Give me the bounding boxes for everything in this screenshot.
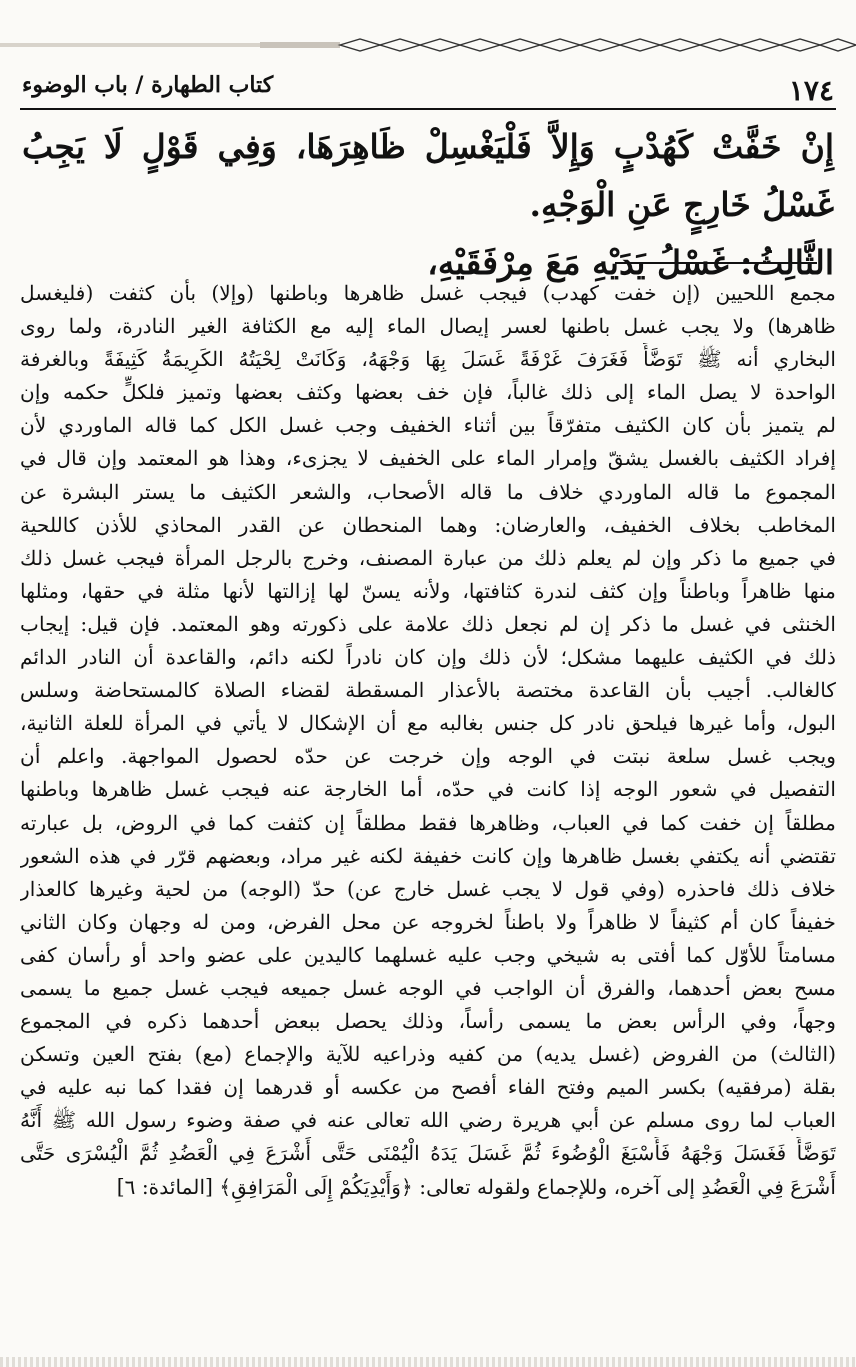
commentary-line: البخاري أنه ﷺ تَوَضَّأَ فَغَرَفَ غَرْفَةً غَسَلَ بِهَا وَجْهَهُ، وَكَانَتْ لِحْيَتُهُ الكَرِيمَةُ كَثِيفَةً وبالغرفة — [20, 347, 836, 372]
main-text — [22, 118, 834, 282]
bottom-edge-band — [0, 1357, 856, 1367]
commentary-line: ويجب غسل سلعة نبتت في الوجه وإن خرجت عن حدّه لحصول المواجهة. واعلم أن — [20, 744, 836, 769]
commentary-line: كالغالب. أجيب بأن القاعدة مختصة بالأعذار المسقطة لقضاء الصلاة كالمستحاضة وسلس — [20, 678, 836, 703]
commentary-line: الواحدة لا يصل الماء إلى ذلك غالباً، فإن خف بعضها وكثف بعضها وتميز فلكلٍّ حكمه وإن — [20, 380, 836, 405]
page-number: ١٧٤ — [788, 74, 834, 107]
commentary-line: منها ظاهراً وباطناً وإن كثف لندرة كثافتها، ولأنه يسنّ لها إزالتها لأنها مثلة في حقها، ومثلها — [20, 578, 836, 603]
commentary-line: التفصيل في شعور الوجه إذا كانت في حدّه، أما الخارجة عنه فيجب غسل ظاهرها وباطنها — [20, 777, 836, 802]
commentary-line: تقتضي أنه يكتفي بغسل ظاهرها وإن كانت خفيفة لكنه غير مراد، وبعضهم قرّر في هذه الشعور — [20, 843, 836, 868]
top-ornament-band — [0, 34, 856, 56]
header-rule — [20, 108, 836, 110]
commentary-line: أَشْرَعَ فِي الْعَضُدِ إلى آخره، وللإجماع ولقوله تعالى: ﴿وَأَيْدِيَكُمْ إِلَى الْمَرَافِقِ﴾ [المائدة: ٦] — [116, 1174, 836, 1199]
commentary-line: إفراد الكثيف بالغسل يشقّ وإمرار الماء على الخفيف لا يجزىء، وهذا هو المعتمد وإن قال في — [20, 446, 836, 471]
commentary-line: مسح بعض أحدهما، والفرق أن الواجب في الوجه غسل جميعه فيجب غسل جميع ما يسمى — [20, 975, 836, 1000]
main-text-line: إِنْ خَفَّتْ كَهُدْبٍ وَإِلاَّ فَلْيَغْسِلْ ظَاهِرَهَا، وَفِي قَوْلٍ لَا يَجِبُ غَسْلُ خَارِجٍ عَنِ الْوَجْهِ. — [22, 127, 834, 224]
commentary-line: البول، وأما غيرها فيلحق نادر كل جنس بغالبه مع أن الإشكال لا يأتي في المرأة للعلة الثانية، — [20, 711, 836, 736]
commentary-line: العباب لما روى مسلم عن أبي هريرة رضي الله تعالى عنه في صفة وضوء رسول الله ﷺ أَنَّهُ — [20, 1108, 836, 1133]
commentary-line: لم يتميز بأن كان الكثيف متفرّقاً بين أثناء الخفيف وجب غسل الكل كما قاله الماوردي لأن — [20, 413, 836, 438]
commentary-line: في جميع ما ذكر وإن لم يعلم ذلك من عبارة المصنف، وخرج بالرجل المرأة فيجب غسل ذلك — [20, 545, 836, 570]
commentary-line: (الثالث) من الفروض (غسل يديه) من كفيه وذراعيه للآية والإجماع (مع) بفتح العين وتسكن — [20, 1042, 836, 1067]
running-header — [22, 66, 834, 106]
commentary-line: وجهاً، وفي الرأس بعض ما يسمى رأساً، وذلك يحصل ببعض أحدهما ذكره في المجموع — [20, 1009, 836, 1034]
commentary-line: المخاطب بخلاف الخفيف، والعارضان: وهما المنحطان عن القدر المحاذي للأذن كاللحية — [20, 512, 836, 537]
commentary-line: المجموع ما قاله الماوردي خلاف ما قاله الأصحاب، والشعر الكثيف ما يستر البشرة عن — [20, 479, 836, 504]
commentary-line: ظاهرها) ولا يجب غسل باطنها لعسر إيصال الماء إليه مع الكثافة الغير النادرة، ولما روى — [20, 314, 836, 339]
commentary-line: مسامتاً للأوّل كما أفتى به شيخي وجب عليه غسلهما كاليدين على عضو واحد أو رأسان كفى — [20, 942, 836, 967]
section-divider — [615, 262, 817, 264]
commentary-body — [20, 277, 836, 1204]
commentary-line: مجمع اللحيين (إن خفت كهدب) فيجب غسل ظاهرها وباطنها (وإلا) بأن كثفت (فليغسل — [20, 281, 836, 305]
commentary-line: مطلقاً إن خفت كما في العباب، وظاهرها فقط مطلقاً إن كثفت كما في الروض، بل عبارته — [20, 810, 836, 835]
commentary-line: خفيفاً كان أم كثيفاً لا ظاهراً ولا باطناً لخروجه عن محل الفرض، ومن له وجهان وكان الثاني — [20, 909, 836, 934]
main-text-line: الثَّالِثُ: غَسْلُ يَدَيْهِ مَعَ مِرْفَقَيْهِ، — [427, 243, 834, 282]
commentary-line: الخنثى في غسل ما ذكر إن لم نجعل ذلك علامة على ذكورته وهو المعتمد. فإن قيل: إيجاب — [20, 611, 836, 636]
commentary-line: بقلة (مرفقيه) بكسر الميم وفتح الفاء أفصح من عكسه أو قدرهما إن فقدا كما نبه عليه في — [20, 1075, 836, 1100]
commentary-line: ذلك في الكثيف عليهما مشكل؛ لأن ذلك وإن كان نادراً لكنه دائم، والقاعدة أن النادر الدائم — [20, 645, 836, 670]
book-chapter-title: كتاب الطهارة / باب الوضوء — [22, 72, 274, 98]
commentary-line: تَوَضَّأَ فَغَسَلَ وَجْهَهُ فَأَسْبَغَ الْوُضُوءَ ثُمَّ غَسَلَ يَدَهُ الْيُمْنَى حَتَّى أَشْرَعَ فِي الْعَضُدِ ثُمَّ الْيُسْرَى حَتَّى — [20, 1141, 836, 1166]
commentary-line: خلاف ذلك فاحذره (وفي قول لا يجب غسل خارج عن) حدّ (الوجه) من لحية وغيرها كالعذار — [20, 876, 836, 901]
